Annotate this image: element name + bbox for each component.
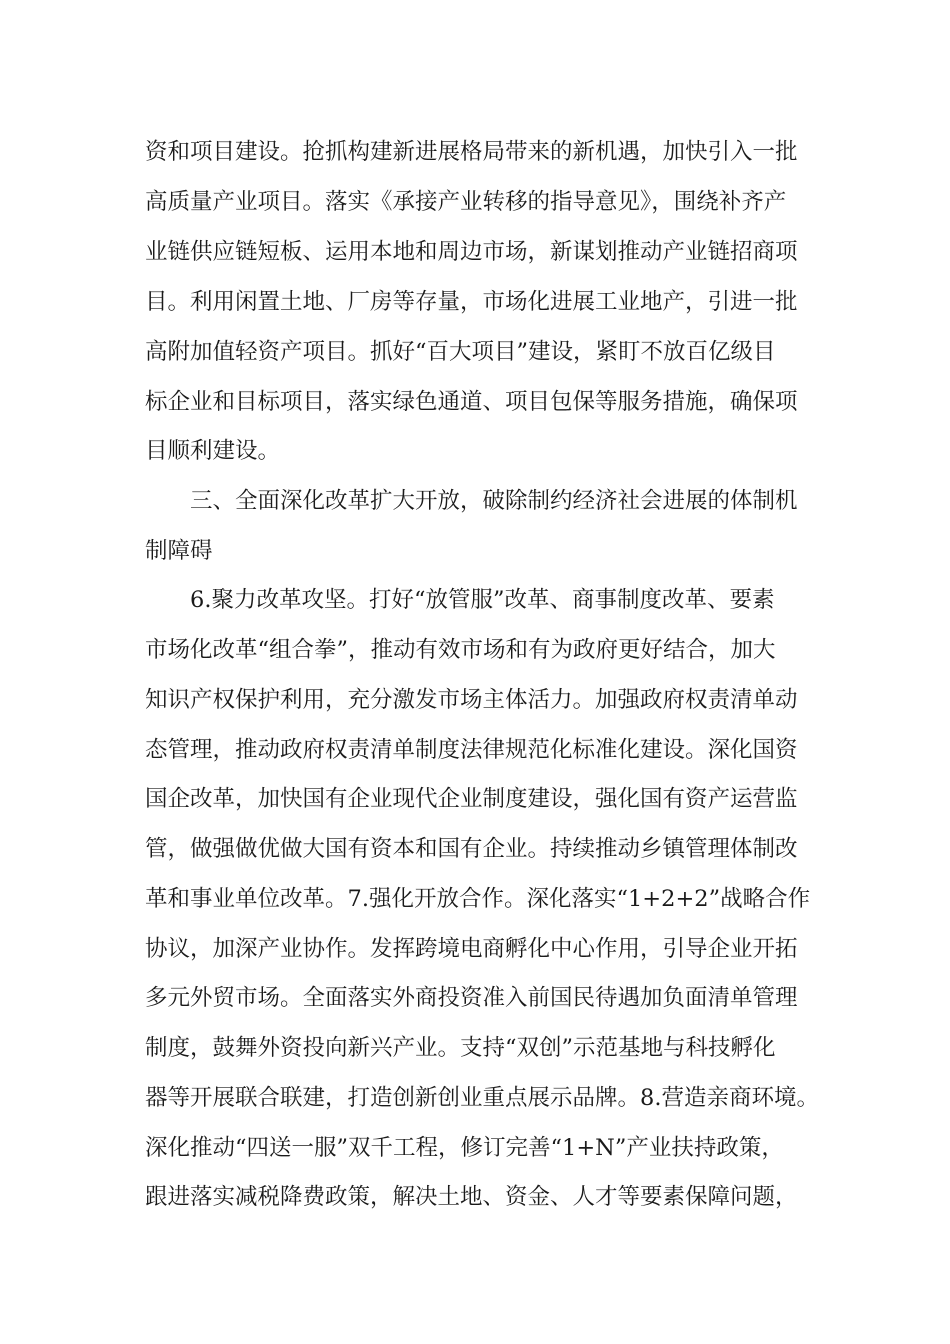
text-line-18: 多元外贸市场。全面落实外商投资准入前国民待遇加负面清单管理 [145,985,798,1011]
text-line-7: 目顺利建设。 [145,438,281,464]
text-line-22: 跟进落实减税降费政策，解决土地、资金、人才等要素保障问题， [145,1184,798,1210]
text-line-21: 深化推动“四送一服”双千工程，修订完善“1+N”产业扶持政策， [145,1135,784,1161]
text-line-19: 制度，鼓舞外资投向新兴产业。支持“双创”示范基地与科技孵化 [145,1035,776,1061]
text-line-3: 业链供应链短板、运用本地和周边市场，新谋划推动产业链招商项 [145,239,798,265]
text-line-2: 高质量产业项目。落实《承接产业转移的指导意见》，围绕补齐产 [145,189,787,215]
text-line-10: 6.聚力改革攻坚。打好“放管服”改革、商事制度改革、要素 [190,587,775,613]
text-line-5: 高附加值轻资产项目。抓好“百大项目”建设，紧盯不放百亿级目 [145,339,776,365]
text-line-20: 器等开展联合联建，打造创新创业重点展示品牌。8.营造亲商环境。 [145,1085,819,1111]
text-line-1: 资和项目建设。抢抓构建新进展格局带来的新机遇，加快引入一批 [145,139,798,165]
text-line-6: 标企业和目标项目，落实绿色通道、项目包保等服务措施，确保项 [145,389,798,415]
text-line-4: 目。利用闲置土地、厂房等存量，市场化进展工业地产，引进一批 [145,289,798,315]
text-line-17: 协议，加深产业协作。发挥跨境电商孵化中心作用，引导企业开拓 [145,936,798,962]
text-line-13: 态管理，推动政府权责清单制度法律规范化标准化建设。深化国资 [145,737,798,763]
text-line-16: 革和事业单位改革。7.强化开放合作。深化落实“1+2+2”战略合作 [145,886,811,912]
text-line-14: 国企改革，加快国有企业现代企业制度建设，强化国有资产运营监 [145,786,798,812]
text-line-15: 管，做强做优做大国有资本和国有企业。持续推动乡镇管理体制改 [145,836,798,862]
section-heading-line-2: 制障碍 [145,538,213,564]
section-heading-line-1: 三、全面深化改革扩大开放，破除制约经济社会进展的体制机 [190,488,798,514]
text-line-12: 知识产权保护利用，充分激发市场主体活力。加强政府权责清单动 [145,687,798,713]
text-line-11: 市场化改革“组合拳”，推动有效市场和有为政府更好结合，加大 [145,637,776,663]
